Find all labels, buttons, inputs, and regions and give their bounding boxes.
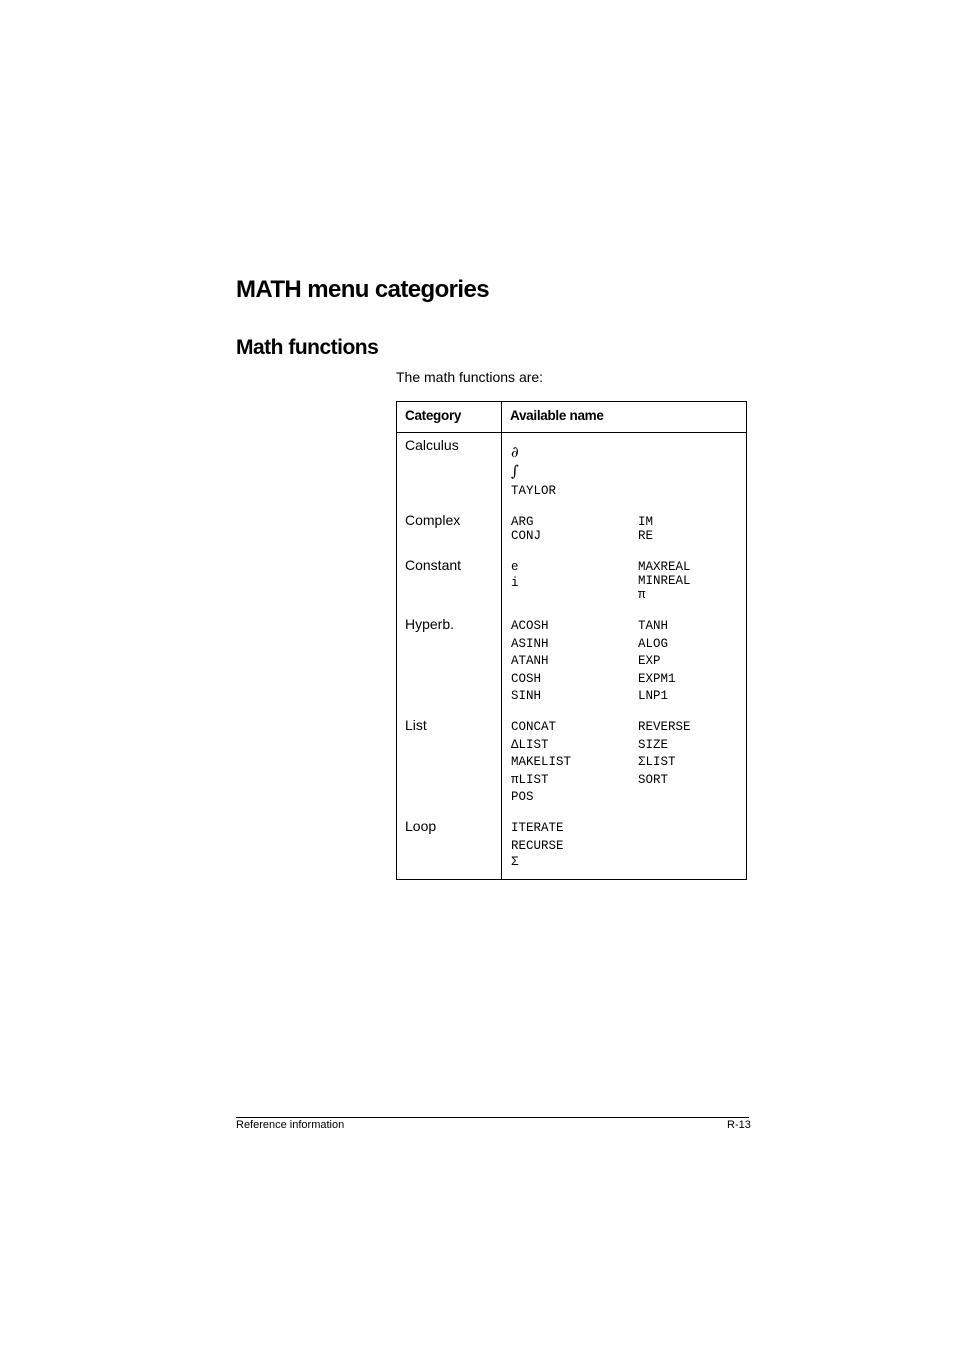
- header-category: Category: [405, 408, 462, 423]
- function-makelist: MAKELIST: [511, 755, 572, 769]
- function-asinh: ASINH: [511, 637, 549, 651]
- footer-rule: [236, 1117, 749, 1118]
- function-pi: π: [638, 588, 646, 602]
- function-i: i: [511, 576, 519, 590]
- page-title: MATH menu categories: [236, 276, 489, 303]
- function-acosh: ACOSH: [511, 619, 549, 633]
- function-concat: CONCAT: [511, 720, 557, 734]
- function-partial-derivative: ∂: [511, 443, 519, 461]
- function-taylor: TAYLOR: [511, 484, 557, 498]
- function-sinh: SINH: [511, 689, 542, 703]
- function-arg: ARG: [511, 515, 534, 529]
- function-lnp1: LNP1: [638, 689, 669, 703]
- category-constant: Constant: [405, 557, 462, 573]
- function-size: SIZE: [638, 738, 669, 752]
- function-e: e: [511, 560, 519, 574]
- function-minreal: MINREAL: [638, 574, 691, 588]
- intro-text: The math functions are:: [396, 369, 544, 385]
- function-cosh: COSH: [511, 672, 542, 686]
- function-exp: EXP: [638, 654, 661, 668]
- footer-page-number: R-13: [727, 1119, 751, 1131]
- table-header-row: [397, 402, 746, 433]
- function-sort: SORT: [638, 773, 669, 787]
- function-tanh: TANH: [638, 619, 669, 633]
- header-available-name: Available name: [510, 408, 604, 423]
- function-sigma-list: ΣLIST: [638, 755, 676, 769]
- function-reverse: REVERSE: [638, 720, 691, 734]
- function-expm1: EXPM1: [638, 672, 676, 686]
- function-conj: CONJ: [511, 529, 542, 543]
- footer-section-label: Reference information: [236, 1119, 345, 1131]
- category-loop: Loop: [405, 818, 437, 834]
- function-atanh: ATANH: [511, 654, 549, 668]
- function-iterate: ITERATE: [511, 821, 564, 835]
- function-im: IM: [638, 515, 654, 529]
- category-hyperbolic: Hyperb.: [405, 616, 455, 632]
- function-re: RE: [638, 529, 654, 543]
- function-alog: ALOG: [638, 637, 669, 651]
- section-heading: Math functions: [236, 336, 379, 359]
- category-list: List: [405, 717, 427, 733]
- column-divider: [501, 402, 502, 879]
- category-complex: Complex: [405, 512, 461, 528]
- math-functions-table: [396, 401, 747, 880]
- function-pos: POS: [511, 790, 534, 804]
- function-sigma: Σ: [511, 855, 519, 869]
- function-maxreal: MAXREAL: [638, 560, 691, 574]
- function-delta-list: ΔLIST: [511, 738, 549, 752]
- function-pi-list: πLIST: [511, 773, 549, 787]
- category-calculus: Calculus: [405, 437, 459, 453]
- function-integral: ∫: [511, 462, 519, 480]
- function-recurse: RECURSE: [511, 839, 564, 853]
